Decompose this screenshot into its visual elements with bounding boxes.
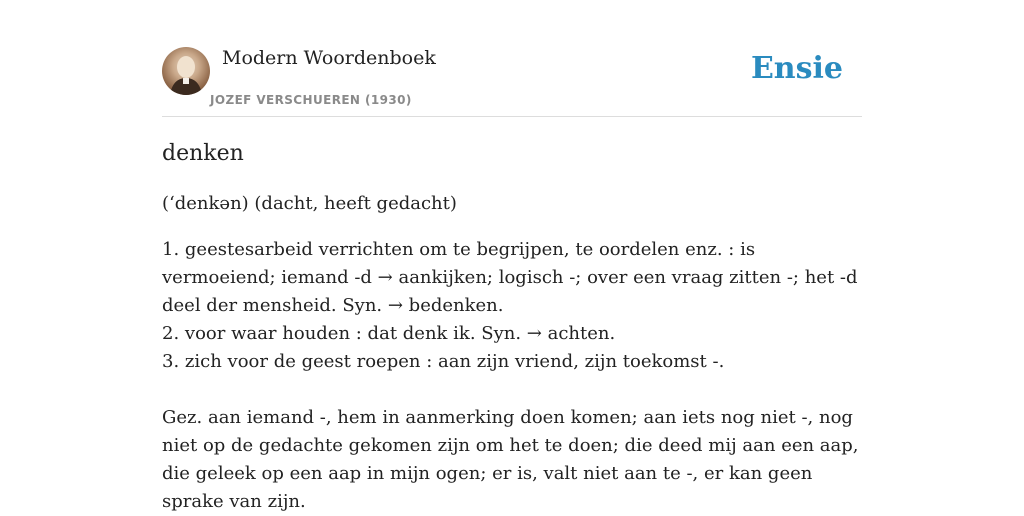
sense-item: 1. geestesarbeid verrichten om te begrijpen, te oordelen enz. : is vermoeiend; iemand -d → aankijken; logisch -; over een vraag zitten -; het -d deel der mensheid. Syn. → bedenken.	[162, 239, 858, 316]
sense-list	[162, 236, 862, 376]
book-title[interactable]: Modern Woordenboek	[222, 47, 436, 69]
portrait-image	[162, 47, 210, 95]
sense-item: 3. zich voor de geest roepen : aan zijn vriend, zijn toekomst -.	[162, 351, 725, 372]
headword: denken	[162, 141, 244, 166]
avatar	[162, 47, 210, 95]
dictionary-entry	[162, 138, 862, 516]
ensie-logo-link[interactable]: Ensie	[750, 51, 843, 86]
pronunciation: (ʻdenkən) (dacht, heeft gedacht)	[162, 193, 457, 214]
book-author: JOZEF VERSCHUEREN (1930)	[210, 93, 412, 107]
page-header	[162, 46, 862, 117]
sense-item: 2. voor waar houden : dat denk ik. Syn. → achten.	[162, 323, 616, 344]
idioms-paragraph: Gez. aan iemand -, hem in aanmerking doen komen; aan iets nog niet -, nog niet op de gedachte gekomen zijn om het te doen; die deed mij aan een aap, die geleek op een aap in mijn ogen; er is, valt niet aan te -, er kan geen sprake van zijn.	[162, 407, 859, 512]
